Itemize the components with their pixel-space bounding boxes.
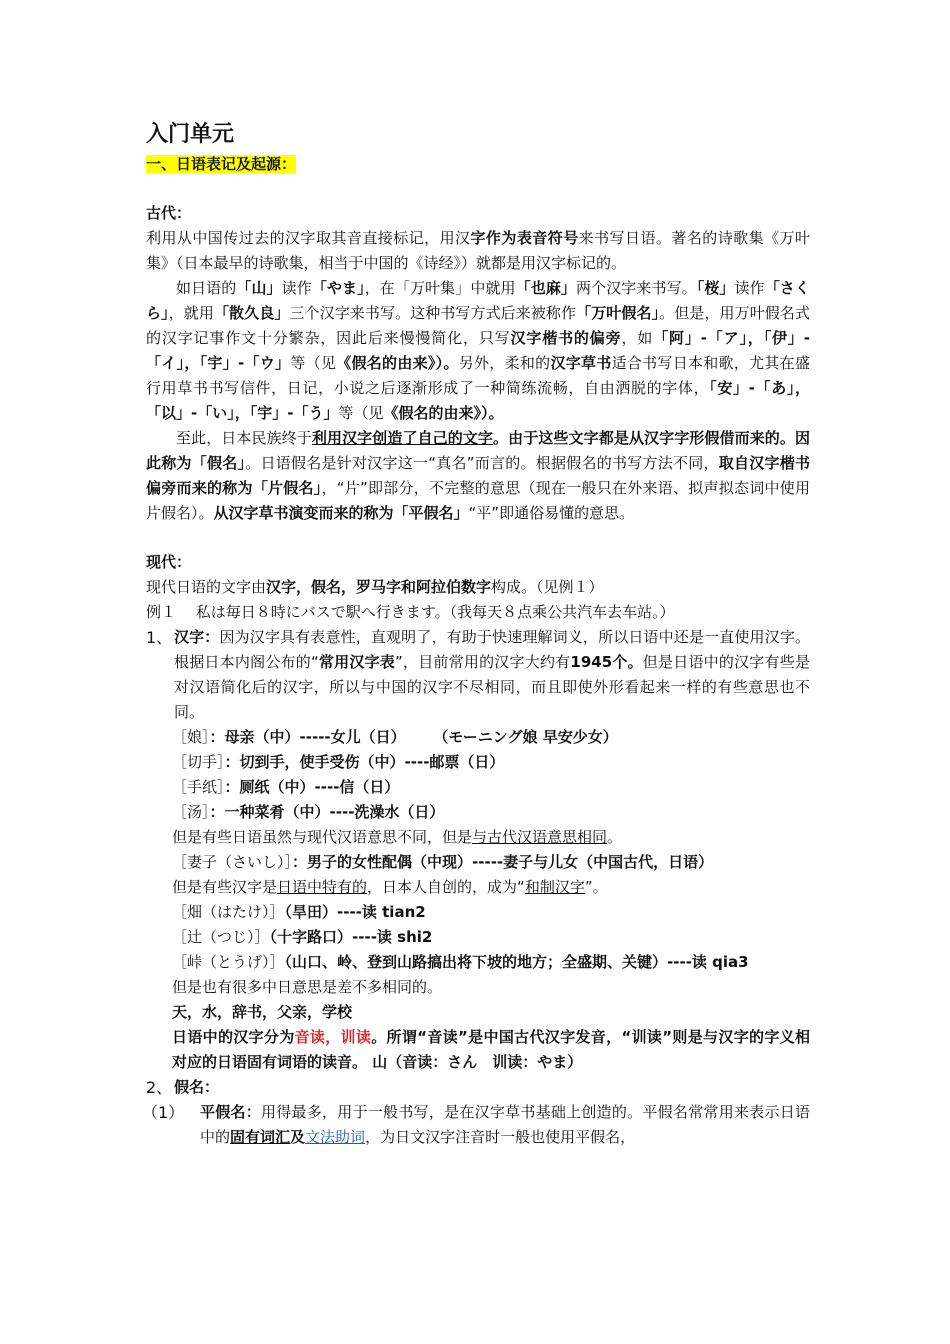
text-run: 用得最多，用于一般书写，是在汉字草书基础上创造的。平假名常常用来表示日语中的 [200, 1103, 810, 1146]
text-run: 利用汉字创造了自己的文字 [311, 429, 494, 447]
text-run: 读作 [734, 279, 765, 297]
text-run: “平”即通俗易懂的意思。 [468, 504, 635, 522]
text-run: 「假名」 [191, 454, 246, 472]
word-example [172, 850, 810, 875]
text-run: ，在「万叶集」中就用 [364, 279, 516, 297]
text-run: ［峠（とうげ）］ [172, 953, 285, 971]
note-similar: 但是也有很多中日意思是差不多相同的。 [172, 978, 443, 996]
text-run: ，“片”即部分，不完整的意思（现在一般只在外来语、拟声拟态词中使用片假名）。 [146, 479, 810, 522]
text-run: 读作 [281, 279, 312, 297]
word-example [172, 925, 810, 950]
document-page [142, 118, 810, 1150]
text-run: 汉字： [174, 628, 220, 646]
text-run: ：一种菜肴（中）----洗澡水（日） [209, 803, 445, 821]
text-run: 但是有些汉字是 [172, 878, 278, 896]
text-run: ”，目前常用的汉字大约有 [395, 653, 571, 671]
text-run: 。由于这些文字都是从汉字字形假借而来的。因此称为 [146, 429, 810, 472]
text-run: 。所谓“音读”是中国古代汉字发音，“训读”则是与汉字的字义相对应的日语固有词语的读音。 [172, 1028, 810, 1071]
note-japanese-only [172, 875, 810, 900]
text-run: 因为汉字具有表意性，直观明了，有助于快速理解词义，所以日语中还是一直使用汉字。根据日本内阁公布的“ [174, 628, 810, 671]
text-run: ：母亲（中）-----女儿（日） （モーニング娘 早安少女） [209, 728, 618, 746]
text-run: ，就用 [168, 304, 214, 322]
text-run: ［妻子（さいし）］ [172, 853, 293, 871]
kanji-examples [146, 725, 810, 1075]
text-run[interactable]: 文法助词 [305, 1128, 366, 1146]
sub-item-hiragana: （1） 平假名：用得最多，用于一般书写，是在汉字草书基础上创造的。平假名常常用来表示日语中的固有词汇及文法助词，为日文汉字注音时一般也使用平假名， [142, 1103, 810, 1146]
text-run: ，日本人自创的，成为“ [367, 878, 525, 896]
text-run: ［辻（つじ）］ [172, 928, 270, 946]
text-run: 构成。（见例１） [491, 578, 604, 596]
text-run: 「さくら」 [146, 279, 810, 322]
text-run: ，为日文汉字注音时一般也使用平假名， [365, 1128, 636, 1146]
text-run: 但是有些日语虽然与现代汉语意思不同，但是 [172, 828, 473, 846]
text-run: 山（音读：さん 训读：やま） [367, 1053, 583, 1071]
text-run: ：男子的女性配偶（中现）-----妻子与儿女（中国古代，日语） [292, 853, 714, 871]
text-run: ［娘］ [172, 728, 210, 746]
text-run: 汉字楷书的偏旁 [510, 329, 622, 347]
word-example [172, 725, 810, 750]
list-item-kanji: 1、 汉字：因为汉字具有表意性，直观明了，有助于快速理解词义，所以日语中还是一直使用汉字。根据日本内阁公布的“常用汉字表”，目前常用的汉字大约有1945个。但是日语中的汉字有些是对汉语简化后的汉字，所以与中国的汉字不尽相同，而且即使外形看起来一样的有些意思也不同。 [146, 628, 810, 721]
text-run: 。 [607, 828, 623, 846]
similar-words: 天，水，辞书，父亲，学校 [172, 1003, 353, 1021]
text-run: ：切到手，使手受伤（中）----邮票（日） [224, 753, 505, 771]
modern-paragraph [146, 575, 810, 600]
text-run: 音读，训读 [294, 1028, 372, 1046]
text-run: 平假名： [200, 1103, 262, 1121]
text-run: ，如 [621, 329, 654, 347]
text-run: ：厕纸（中）----信（日） [224, 778, 400, 796]
text-run: 现代日语的文字由 [146, 578, 267, 596]
text-run: 常用汉字表 [318, 653, 396, 671]
note-ancient-meaning [172, 825, 810, 850]
text-run: ［汤］ [172, 803, 210, 821]
word-example [172, 750, 810, 775]
text-run: 从汉字草书演变而来的称为「平假名」 [213, 504, 469, 522]
text-run: ［切手］ [172, 753, 225, 771]
text-run: 固有词汇 [230, 1128, 291, 1146]
text-run: 汉字草书 [550, 354, 612, 372]
text-run: 利用从中国传过去的汉字取其音直接标记，用汉 [146, 229, 471, 247]
list-item-kana: 2、 假名： [146, 1078, 220, 1097]
text-run: 《假名的由来》）。 [383, 404, 504, 422]
text-run: 等（见 [338, 404, 384, 422]
text-run: 「安」-「あ」，「以」-「い」，「宇」-「う」 [146, 379, 810, 422]
text-run: 。日语假名是针对汉字这一“真名”而言的。根据假名的书写方法不同， [245, 454, 719, 472]
text-run: 字作为表音符号 [470, 229, 579, 247]
text-run: 适合书写日本和歌，尤其在盛行用草书书写信件，日记，小说之后逐渐形成了一种简练流畅，自由洒脱的字体， [146, 354, 810, 397]
text-run: 但是日语中的汉字有些是对汉语简化后的汉字，所以与中国的汉字不尽相同，而且即使外形看起来一样的有些意思也不同。 [174, 653, 810, 721]
ancient-paragraph-3 [146, 426, 810, 526]
text-run: 《假名的由来》）。 [336, 354, 459, 372]
modern-heading: 现代： [146, 553, 192, 571]
word-example [172, 900, 810, 925]
text-run: 与古代汉语意思相同 [472, 828, 608, 846]
ancient-heading: 古代： [146, 204, 192, 222]
text-run: 「散久良」 [213, 304, 290, 322]
page-title: 入门单元 [146, 122, 235, 147]
text-run: （旱田）----读 tian2 [284, 903, 426, 921]
text-run: 取自汉字楷书偏旁而来的称为「片假名」 [146, 454, 810, 497]
word-example [172, 950, 810, 975]
word-example [172, 775, 810, 800]
section-heading: 一、日语表记及起源： [146, 155, 297, 173]
text-run: 两个汉字来书写。 [576, 279, 697, 297]
text-run: 。但是，用万叶假名式的汉字记事作文十分繁杂，因此后来慢慢简化，只写 [146, 304, 810, 347]
text-run: 「也麻」 [515, 279, 577, 297]
text-run: 「阿」-「ア」，「伊」-「イ」，「宇」-「ウ」 [146, 329, 810, 372]
text-run: 来书写日语。著名的诗歌集《万叶集》（日本最早的诗歌集，相当于中国的《诗经》）就都是用汉字标记的。 [146, 229, 810, 272]
ancient-paragraph-1 [146, 226, 810, 276]
text-run: 和制汉字 [524, 878, 585, 896]
text-run: ［畑（はたけ）］ [172, 903, 285, 921]
text-run: 日语中特有的 [277, 878, 368, 896]
text-run: 汉字，假名，罗马字和阿拉伯数字 [266, 578, 492, 596]
text-run: 三个汉字来书写。这种书写方式后来被称作 [289, 304, 577, 322]
word-example [172, 800, 810, 825]
text-run: ”。 [584, 878, 608, 896]
text-run: 日语中的汉字分为 [172, 1028, 295, 1046]
text-run: 另外，柔和的 [458, 354, 551, 372]
text-run: 至此，日本民族终于 [176, 429, 312, 447]
example-sentence: 例１ 私は毎日８時にバスで駅へ行きます。（我每天８点乘公共汽车去车站。） [146, 603, 675, 621]
text-run: 个。 [612, 653, 643, 671]
text-run: 「やま」 [311, 279, 365, 297]
text-run: 等（见 [290, 354, 337, 372]
text-run: 如日语的 [176, 279, 237, 297]
reading-types [172, 1025, 810, 1075]
text-run: 「桜」 [696, 279, 735, 297]
text-run: 1945 [570, 653, 613, 671]
text-run: （十字路口）----读 shi2 [269, 928, 433, 946]
text-run: 「万叶假名」 [576, 304, 660, 322]
text-run: 「山」 [236, 279, 282, 297]
text-run: 及 [290, 1128, 306, 1146]
ancient-paragraph-2 [146, 276, 810, 426]
text-run: （山口、岭、登到山路搞出将下坡的地方；全盛期、关键）----读 qia3 [284, 953, 749, 971]
text-run: ［手纸］ [172, 778, 225, 796]
